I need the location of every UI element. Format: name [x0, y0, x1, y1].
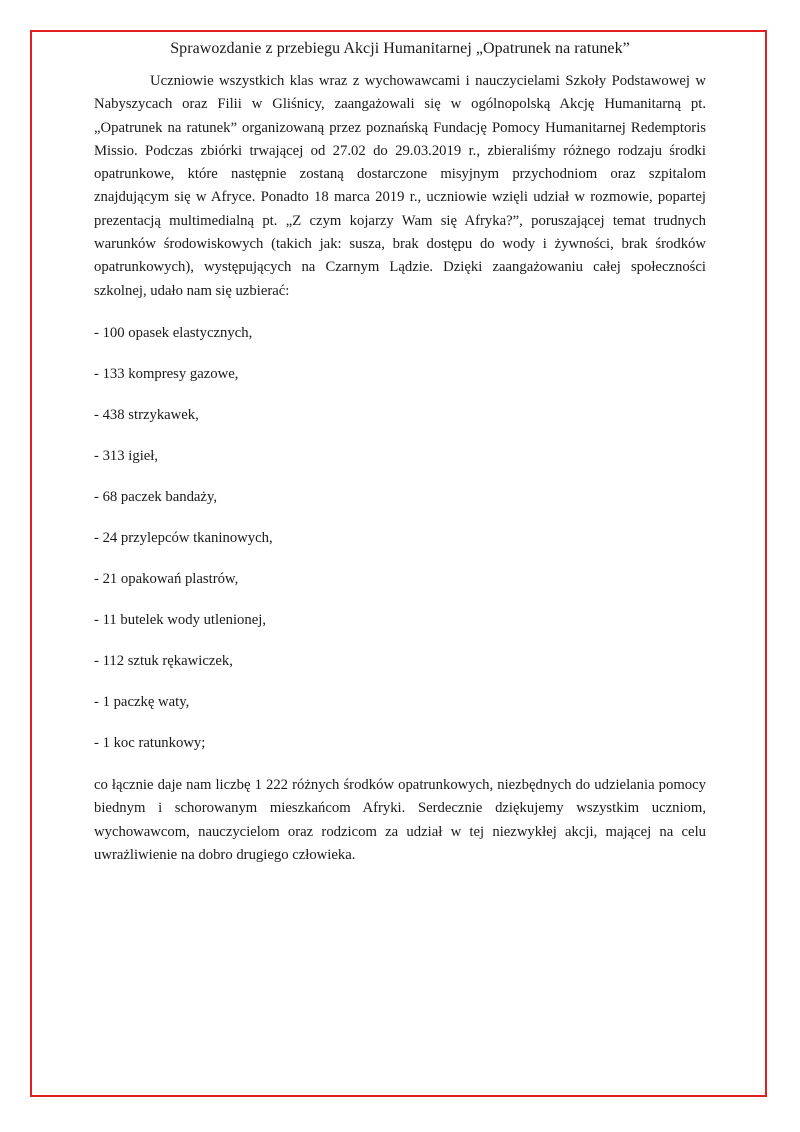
- list-item: - 11 butelek wody utlenionej,: [94, 611, 266, 628]
- list-item: - 21 opakowań plastrów,: [94, 570, 239, 587]
- list-item: - 112 sztuk rękawiczek,: [94, 652, 233, 669]
- list-item: - 100 opasek elastycznych,: [94, 324, 253, 341]
- list-item: - 68 paczek bandaży,: [94, 488, 218, 505]
- list-item: - 313 igieł,: [94, 447, 159, 464]
- list-item: - 1 paczkę waty,: [94, 693, 190, 710]
- collected-items-list: [94, 323, 706, 753]
- list-item: - 438 strzykawek,: [94, 406, 199, 423]
- closing-paragraph: co łącznie daje nam liczbę 1 222 różnych środków opatrunkowych, niezbędnych do udzielania pomocy biednym i schorowanym mieszkańcom Afryki. Serdecznie dziękujemy wszystkim uczniom, wychowawcom, nauczycielom oraz rodzicom za udział w tej niezwykłej akcji, mającej na celu uwrażliwienie na dobro drugiego człowieka.: [94, 776, 706, 864]
- intro-paragraph: Uczniowie wszystkich klas wraz z wychowawcami i nauczycielami Szkoły Podstawowej w Nabyszycach oraz Filii w Gliśnicy, zaangażowali się w ogólnopolską Akcję Humanitarną pt. „Opatrunek na ratunek” organizowaną przez poznańską Fundację Pomocy Humanitarnej Redemptoris Missio. Podczas zbiórki trwającej od 27.02 do 29.03.2019 r., zbieraliśmy różnego rodzaju środki opatrunkowe, które następnie zostaną dostarczone misyjnym przychodniom oraz szpitalom znajdującym się w Afryce. Ponadto 18 marca 2019 r., uczniowie wzięli udział w rozmowie, popartej prezentacją multimedialną pt. „Z czym kojarzy Wam się Afryka?”, poruszającej temat trudnych warunków środowiskowych (takich jak: susza, brak dostępu do wody i żywności, brak środków opatrunkowych), występujących na Czarnym Lądzie. Dzięki zaangażowaniu całej społeczności szkolnej, udało nam się uzbierać:: [94, 73, 706, 299]
- list-item: - 133 kompresy gazowe,: [94, 365, 239, 382]
- document-body: [94, 38, 706, 868]
- list-item: - 1 koc ratunkowy;: [94, 734, 206, 751]
- document-title: Sprawozdanie z przebiegu Akcji Humanitarnej „Opatrunek na ratunek”: [170, 40, 630, 57]
- list-item: - 24 przylepców tkaninowych,: [94, 529, 273, 546]
